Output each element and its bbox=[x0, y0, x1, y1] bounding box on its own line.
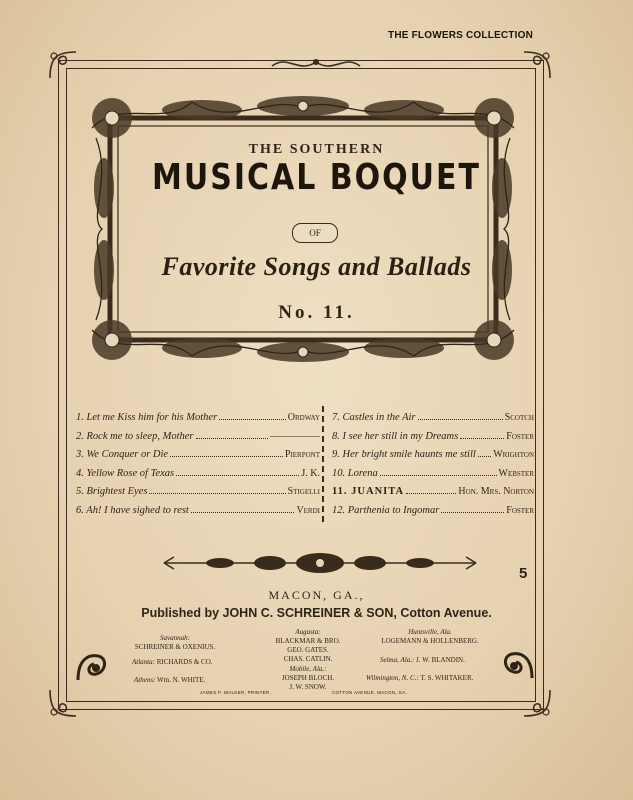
agent-city: Augusta: bbox=[295, 628, 321, 636]
song-row bbox=[76, 466, 320, 485]
agent-names: T. S. WHITAKER. bbox=[420, 674, 474, 682]
song-row bbox=[332, 447, 534, 466]
song-row bbox=[76, 447, 320, 466]
dot-leader bbox=[191, 503, 295, 513]
agent-names: J. W. SNOW. bbox=[289, 683, 327, 691]
title-top: THE SOUTHERN bbox=[248, 142, 385, 157]
agent-athens bbox=[134, 676, 205, 685]
song-composer: Stigelli bbox=[287, 486, 320, 498]
agent-names: SCHREINER & OXENIUS. bbox=[134, 643, 216, 651]
issue-number: No. 11. bbox=[278, 302, 355, 323]
printer-left: JAMES P. WALKER, PRINTER, bbox=[200, 690, 272, 695]
song-composer: J. K. bbox=[301, 467, 320, 479]
agent-city: Atlanta: bbox=[132, 658, 155, 666]
song-title: 9. Her bright smile haunts me still bbox=[332, 449, 476, 461]
song-title: 11. JUANITA bbox=[332, 486, 405, 498]
collection-label: THE FLOWERS COLLECTION bbox=[388, 30, 533, 41]
corner-scroll-ornament-icon bbox=[46, 48, 80, 82]
place: MACON, GA., bbox=[268, 588, 365, 602]
corner-scroll-ornament-icon bbox=[46, 686, 80, 720]
dot-leader bbox=[380, 466, 497, 476]
agent-city: Mobile, Ala.: bbox=[289, 665, 327, 673]
dot-leader bbox=[460, 429, 504, 439]
song-composer: ————— bbox=[270, 430, 320, 442]
page-number: 5 bbox=[519, 565, 528, 582]
agent-names: LOGEMANN & HOLLENBERG. bbox=[381, 637, 479, 645]
agent-huntsville bbox=[368, 628, 492, 646]
song-row bbox=[332, 503, 534, 522]
agent-mobile bbox=[258, 665, 358, 692]
chain-divider bbox=[322, 406, 330, 522]
song-title: 10. Lorena bbox=[332, 467, 378, 479]
song-composer: Wrighton bbox=[493, 449, 534, 461]
song-title: 7. Castles in the Air bbox=[332, 412, 416, 423]
agent-city: Huntsville, Ala. bbox=[408, 628, 452, 636]
agent-selma bbox=[380, 656, 465, 665]
engraved-seal-right-icon bbox=[500, 648, 536, 684]
printer-right: COTTON AVENUE, MACON, GA. bbox=[332, 690, 408, 695]
publisher-line: Published by JOHN C. SCHREINER & SON, Cotton Avenue. bbox=[141, 606, 492, 620]
agent-atlanta bbox=[132, 658, 213, 667]
song-composer: Hon. Mrs. Norton bbox=[458, 486, 534, 498]
agent-city: Selma, Ala.: bbox=[380, 656, 415, 664]
corner-scroll-ornament-icon bbox=[520, 686, 554, 720]
agent-names: JOSEPH BLOCH. bbox=[281, 674, 335, 682]
song-title: 8. I see her still in my Dreams bbox=[332, 430, 459, 442]
dot-leader bbox=[406, 484, 456, 494]
top-center-scroll-ornament-icon bbox=[268, 54, 364, 74]
song-list-left bbox=[76, 410, 320, 522]
of-badge: OF bbox=[292, 223, 338, 243]
song-composer: Ordway bbox=[287, 412, 320, 423]
agent-names: BLACKMAR & BRO. bbox=[275, 637, 341, 645]
agent-names: GEO. GATES. bbox=[287, 646, 329, 654]
agent-city: Athens: bbox=[134, 676, 156, 684]
agent-names: J. W. BLANDIN. bbox=[416, 656, 465, 664]
song-title: 4. Yellow Rose of Texas bbox=[76, 467, 175, 479]
song-row bbox=[332, 429, 534, 448]
agent-augusta bbox=[258, 628, 358, 664]
agent-city: Wilmington, N. C.: bbox=[366, 674, 419, 682]
song-list-right bbox=[332, 410, 534, 522]
agent-names: CHAS. CATLIN. bbox=[283, 655, 333, 663]
song-composer: Foster bbox=[506, 430, 534, 442]
dot-leader bbox=[418, 410, 503, 420]
corner-scroll-ornament-icon bbox=[520, 48, 554, 82]
agent-wilmington bbox=[366, 674, 473, 683]
song-composer: Pierpont bbox=[284, 449, 320, 461]
agent-city: Savannah: bbox=[160, 634, 190, 642]
dot-leader bbox=[219, 410, 286, 420]
song-composer: Scotch bbox=[504, 412, 534, 423]
agent-names: RICHARDS & CO. bbox=[156, 658, 213, 666]
dot-leader bbox=[478, 447, 491, 457]
song-row bbox=[76, 410, 320, 429]
song-title: 3. We Conquer or Die bbox=[76, 449, 169, 461]
song-composer: Foster bbox=[506, 504, 534, 516]
song-row bbox=[332, 484, 534, 503]
song-title: 5. Brightest Eyes bbox=[76, 486, 148, 498]
song-row bbox=[76, 503, 320, 522]
dot-leader bbox=[170, 447, 283, 457]
dot-leader bbox=[149, 484, 285, 494]
song-composer: Webster bbox=[498, 467, 534, 479]
dot-leader bbox=[176, 466, 299, 476]
song-title: 6. Ah! I have sighed to rest bbox=[76, 504, 189, 516]
song-row bbox=[332, 466, 534, 485]
agent-names: Wm. N. WHITE. bbox=[157, 676, 206, 684]
song-title: 12. Parthenia to Ingomar bbox=[332, 504, 440, 516]
song-row bbox=[332, 410, 534, 429]
song-title: 2. Rock me to sleep, Mother bbox=[76, 430, 194, 442]
title-main: MUSICAL BOQUET bbox=[152, 156, 481, 199]
agent-savannah bbox=[120, 634, 230, 652]
ornamental-divider-icon bbox=[160, 550, 480, 576]
song-title: 1. Let me Kiss him for his Mother bbox=[76, 412, 218, 423]
engraved-seal-left-icon bbox=[74, 650, 110, 686]
song-composer: Verdi bbox=[296, 504, 320, 516]
song-row bbox=[76, 484, 320, 503]
song-row bbox=[76, 429, 320, 448]
dot-leader bbox=[196, 429, 268, 439]
subtitle: Favorite Songs and Ballads bbox=[161, 252, 472, 281]
dot-leader bbox=[441, 503, 504, 513]
